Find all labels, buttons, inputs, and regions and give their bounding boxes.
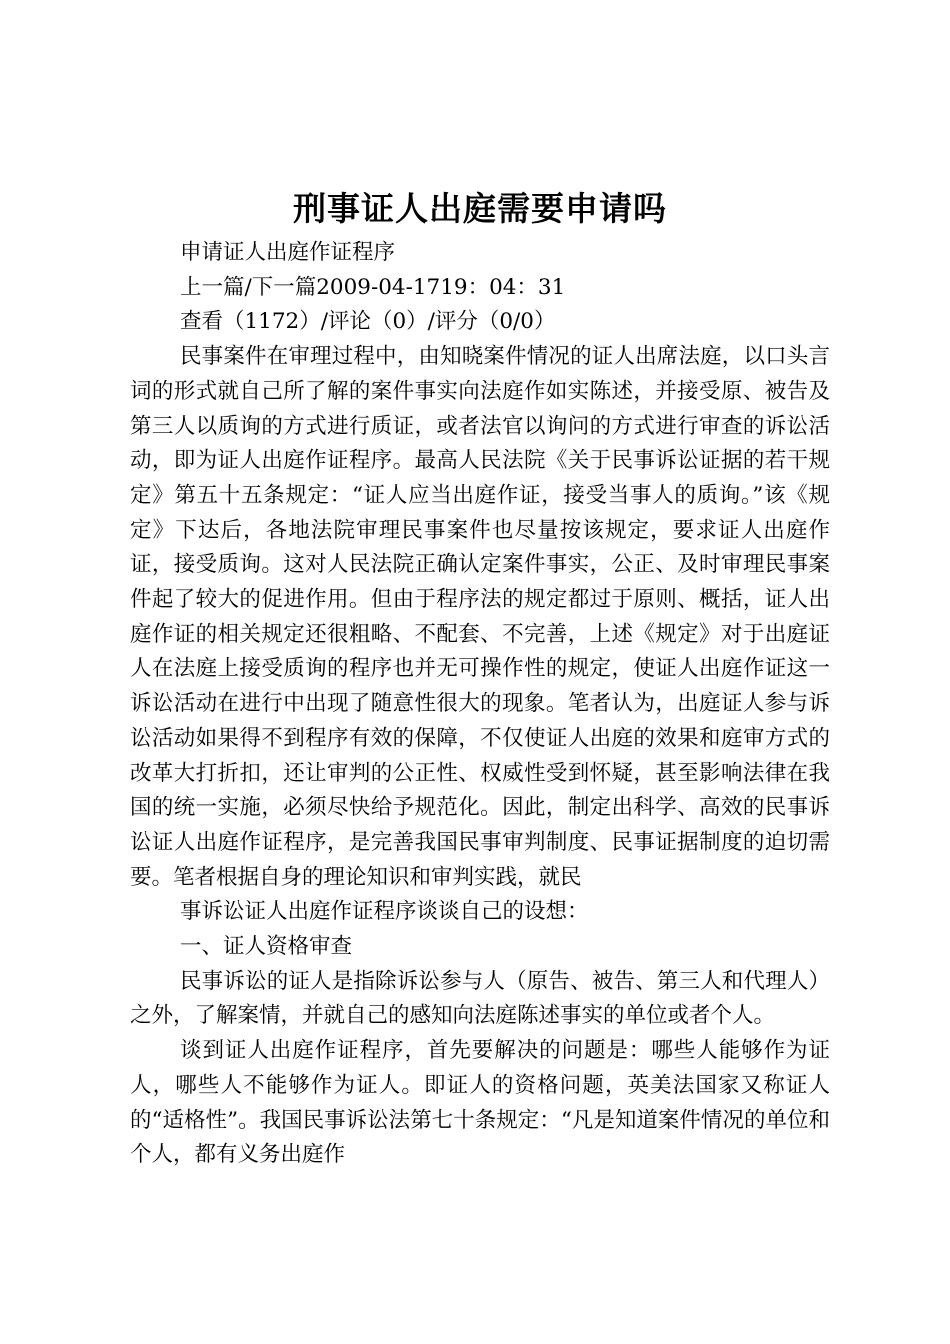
paragraph-view-stats: 查看（1172）/评论（0）/评分（0/0） (180, 309, 556, 335)
paragraph-prev-next-date: 上一篇/下一篇2009-04-1719：04：31 (180, 274, 566, 300)
section-heading-witness-qualification: 一、证人资格审查 (180, 934, 353, 960)
paragraph-intro-continued: 事诉讼证人出庭作证程序谈谈自己的设想： (180, 899, 589, 925)
document-page (130, 186, 830, 1173)
paragraph-subtitle: 申请证人出庭作证程序 (180, 240, 396, 265)
paragraph-witness-eligibility: 谈到证人出庭作证程序，首先要解决的问题是：哪些人能够作为证人，哪些人不能够作为证人。即证人的资格问题，英美法国家又称证人的“适格性”。我国民事诉讼法第七十条规定：“凡是知道案件情况的单位和个人，都有义务出庭作 (130, 1038, 830, 1168)
paragraph-intro: 民事案件在审理过程中，由知晓案件情况的证人出席法庭，以口头言词的形式就自己所了解的案件事实向法庭作如实陈述，并接受原、被告及第三人以质询的方式进行质证，或者法官以询问的方式进行审查的诉讼活动，即为证人出庭作证程序。最高人民法院《关于民事诉讼证据的若干规定》第五十五条规定：“证人应当出庭作证，接受当事人的质询。”该《规定》下达后，各地法院审理民事案件也尽量按该规定，要求证人出庭作证，接受质询。这对人民法院正确认定案件事实，公正、及时审理民事案件起了较大的促进作用。但由于程序法的规定都过于原则、概括，证人出庭作证的相关规定还很粗略、不配套、不完善，上述《规定》对于出庭证人在法庭上接受质询的程序也并无可操作性的规定，使证人出庭作证这一诉讼活动在进行中出现了随意性很大的现象。笔者认为，出庭证人参与诉讼活动如果得不到程序有效的保障，不仅使证人出庭的效果和庭审方式的改革大打折扣，还让审判的公正性、权威性受到怀疑，甚至影响法律在我国的统一实施，必须尽快给予规范化。因此，制定出科学、高效的民事诉讼证人出庭作证程序，是完善我国民事审判制度、民事证据制度的迫切需要。笔者根据自身的理论知识和审判实践，就民 (130, 344, 830, 890)
paragraph-witness-definition: 民事诉讼的证人是指除诉讼参与人（原告、被告、第三人和代理人）之外，了解案情，并就自己的感知向法庭陈述事实的单位或者个人。 (130, 968, 830, 1029)
document-title: 刑事证人出庭需要申请吗 (293, 189, 667, 228)
